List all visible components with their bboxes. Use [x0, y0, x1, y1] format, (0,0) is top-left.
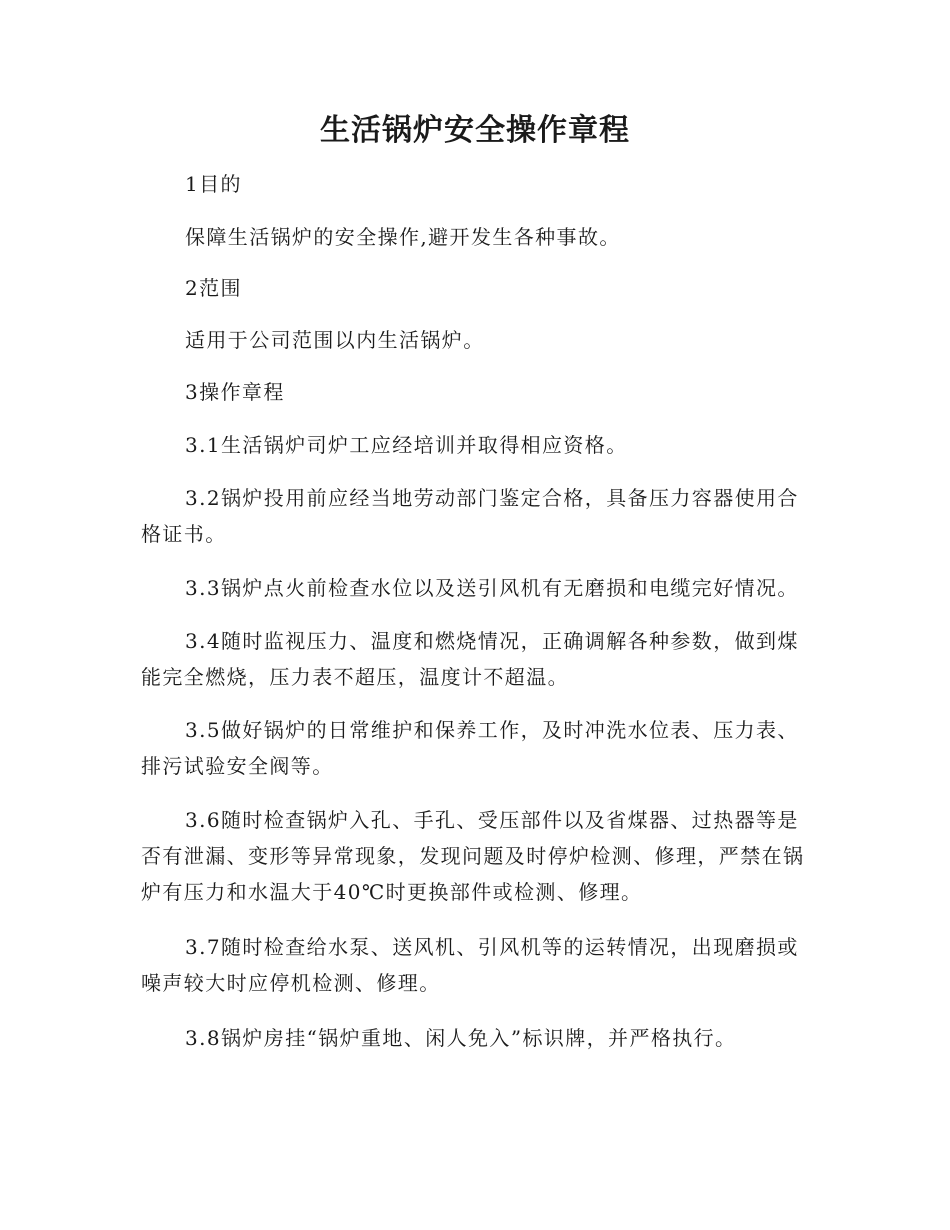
procedure-item-3-4: 3.4随时监视压力、温度和燃烧情况，正确调解各种参数，做到煤能完全燃烧，压力表不超压，温度计不超温。: [141, 629, 799, 689]
procedure-item-3-1: 3.1生活锅炉司炉工应经培训并取得相应资格。: [185, 433, 628, 457]
section-heading-procedure: 3操作章程: [185, 380, 285, 404]
procedure-item-3-3: 3.3锅炉点火前检查水位以及送引风机有无磨损和电缆完好情况。: [185, 576, 799, 600]
procedure-item-3-6: 3.6随时检查锅炉入孔、手孔、受压部件以及省煤器、过热器等是否有泄漏、变形等异常现象，发现问题及时停炉检测、修理，严禁在锅炉有压力和水温大于40℃时更换部件或检测、修理。: [141, 808, 805, 904]
page-title: 生活锅炉安全操作章程: [320, 113, 630, 148]
section-heading-purpose: 1目的: [185, 172, 242, 196]
procedure-item-3-7: 3.7随时检查给水泵、送风机、引风机等的运转情况，出现磨损或噪声较大时应停机检测、修理。: [141, 935, 799, 995]
procedure-item-3-5: 3.5做好锅炉的日常维护和保养工作，及时冲洗水位表、压力表、排污试验安全阀等。: [141, 718, 799, 778]
section-heading-scope: 2范围: [185, 276, 242, 300]
procedure-item-3-8: 3.8锅炉房挂“锅炉重地、闲人免入”标识牌，并严格执行。: [185, 1026, 737, 1050]
procedure-item-3-2: 3.2锅炉投用前应经当地劳动部门鉴定合格，具备压力容器使用合格证书。: [141, 486, 799, 546]
section-body-purpose: 保障生活锅炉的安全操作,避开发生各种事故。: [185, 225, 621, 249]
section-body-scope: 适用于公司范围以内生活锅炉。: [185, 328, 485, 352]
